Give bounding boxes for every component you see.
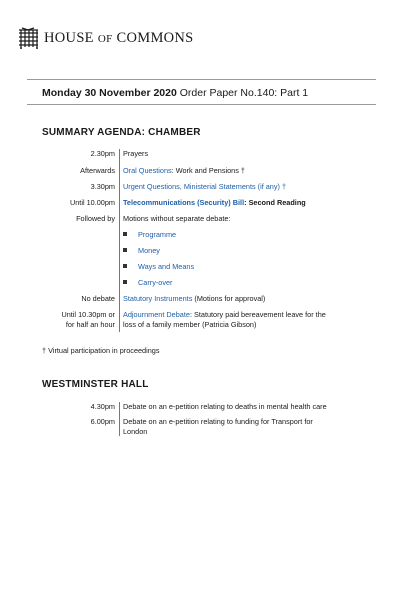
agenda-item: Debate on an e-petition relating to deaths in mental health care: [123, 402, 327, 411]
adjournment-debate-link[interactable]: Adjournment Debate: [123, 310, 190, 319]
chamber-section-title: SUMMARY AGENDA: CHAMBER: [42, 127, 201, 138]
house-of-commons-logo: [18, 27, 194, 49]
programme-link[interactable]: Programme: [138, 230, 177, 239]
order-paper-number: Order Paper No.140: Part 1: [179, 87, 309, 99]
agenda-time-line: Until 10.30pm or: [61, 310, 115, 319]
top-divider: [27, 79, 376, 80]
logo-word-commons: COMMONS: [116, 29, 194, 46]
order-paper-heading: [42, 87, 308, 99]
agenda-item-detail: : Statutory paid bereavement leave for the: [189, 310, 326, 319]
agenda-item: Prayers: [123, 149, 149, 158]
money-link[interactable]: Money: [138, 246, 160, 255]
agenda-item-detail: (Motions for approval): [192, 294, 266, 303]
portcullis-icon: [18, 27, 38, 49]
westminster-hall-agenda: [42, 402, 362, 442]
agenda-time: 6.00pm: [90, 417, 115, 426]
agenda-time: No debate: [81, 294, 115, 303]
agenda-item: Motions without separate debate:: [123, 214, 231, 223]
telecommunications-bill-link[interactable]: Telecommunications (Security) Bill: [123, 198, 245, 207]
agenda-bullet-item: [123, 262, 355, 272]
agenda-item: [123, 182, 355, 192]
agenda-item: [123, 294, 355, 304]
agenda-item-line: Debate on an e-petition relating to funding for Transport for: [123, 417, 313, 426]
agenda-bullet-item: [123, 230, 355, 240]
agenda-bullet-item: [123, 246, 355, 256]
agenda-time: Afterwards: [80, 166, 115, 175]
westminster-hall-section-title: WESTMINSTER HALL: [42, 379, 149, 390]
order-date: Monday 30 November 2020: [42, 87, 177, 99]
bullet-icon: [123, 248, 127, 252]
agenda-time: Followed by: [76, 214, 115, 223]
agenda-item: [123, 166, 355, 176]
agenda-time: Until 10.00pm: [69, 198, 115, 207]
carry-over-link[interactable]: Carry-over: [138, 278, 173, 287]
logo-word-house: HOUSE: [44, 29, 94, 46]
ways-and-means-link[interactable]: Ways and Means: [138, 262, 195, 271]
agenda-time: [42, 310, 115, 330]
agenda-time: 2.30pm: [90, 149, 115, 158]
agenda-item: [123, 310, 355, 330]
logo-word-of: OF: [97, 32, 113, 45]
agenda-item-line: London: [123, 427, 148, 436]
agenda-item: [123, 417, 355, 437]
agenda-vertical-rule: [119, 149, 120, 332]
agenda-bullet-item: [123, 278, 355, 288]
bullet-icon: [123, 264, 127, 268]
agenda-time-line: for half an hour: [65, 320, 115, 329]
oral-questions-link[interactable]: Oral Questions: [123, 166, 172, 175]
agenda-time: 3.30pm: [90, 182, 115, 191]
header-divider: [27, 104, 376, 105]
agenda-item-detail: : Work and Pensions †: [171, 166, 245, 175]
virtual-participation-footnote: † Virtual participation in proceedings: [42, 346, 160, 355]
statutory-instruments-link[interactable]: Statutory Instruments: [123, 294, 193, 303]
logo-wordmark: [44, 30, 194, 47]
bullet-icon: [123, 280, 127, 284]
agenda-item: [123, 198, 355, 208]
agenda-item-detail: : Second Reading: [244, 198, 306, 207]
agenda-vertical-rule: [119, 402, 120, 436]
bullet-icon: [123, 232, 127, 236]
agenda-time: 4.30pm: [90, 402, 115, 411]
chamber-agenda: [42, 149, 362, 339]
urgent-questions-link[interactable]: Urgent Questions, Ministerial Statements (if any) †: [123, 182, 287, 191]
agenda-item-detail: loss of a family member (Patricia Gibson): [123, 320, 257, 329]
